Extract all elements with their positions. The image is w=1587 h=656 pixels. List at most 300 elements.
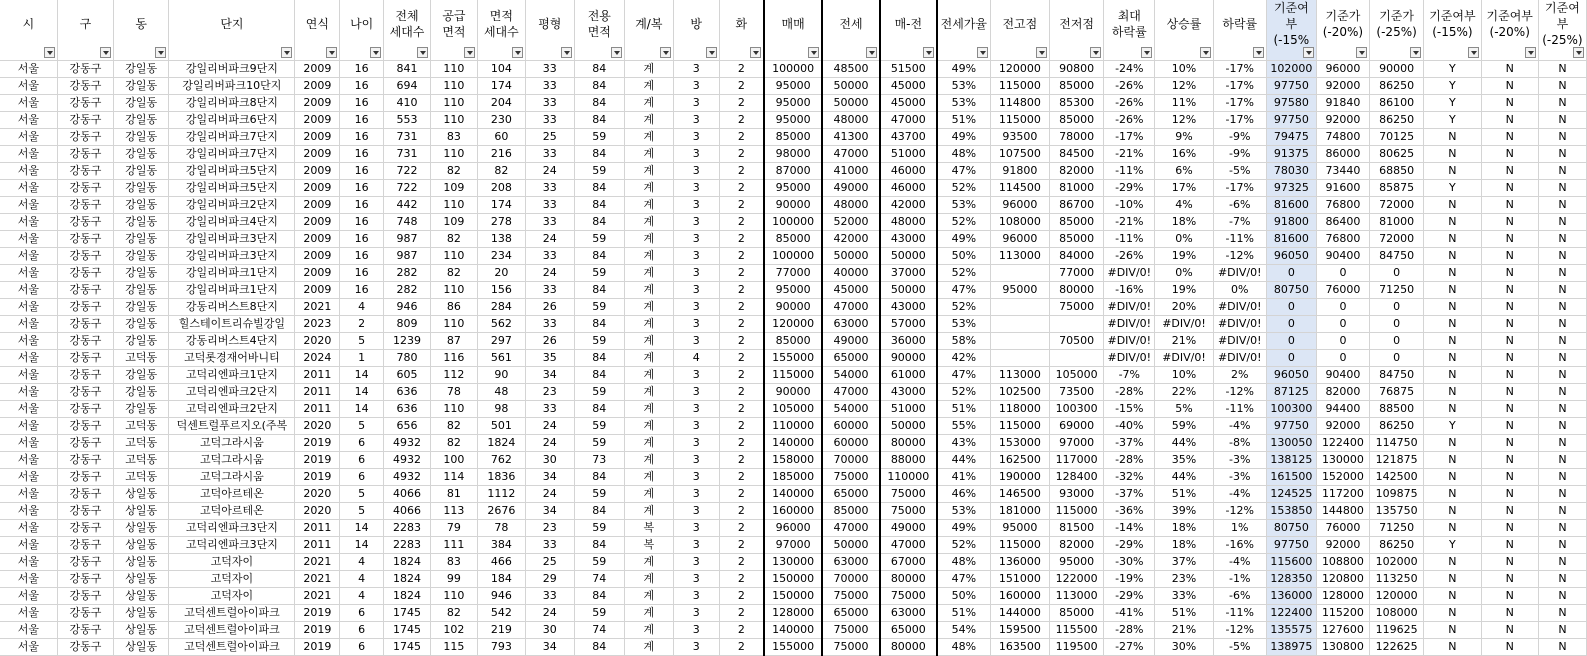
table-cell[interactable]: 75000 (822, 469, 879, 486)
table-cell[interactable]: 2% (1213, 367, 1266, 384)
table-cell[interactable]: 3 (673, 248, 719, 265)
table-cell[interactable]: N (1538, 248, 1586, 265)
table-cell[interactable]: N (1538, 146, 1586, 163)
table-cell[interactable]: 18% (1155, 537, 1213, 554)
table-cell[interactable]: 1824 (477, 435, 525, 452)
table-cell[interactable]: 65000 (822, 486, 879, 503)
table-cell[interactable]: 49000 (880, 520, 937, 537)
table-cell[interactable]: N (1538, 520, 1586, 537)
table-cell[interactable]: 91800 (990, 163, 1049, 180)
table-cell[interactable]: 124525 (1266, 486, 1316, 503)
table-cell[interactable]: -11% (1104, 163, 1155, 180)
table-cell[interactable]: 84 (574, 503, 624, 520)
table-cell[interactable]: 51% (937, 401, 990, 418)
table-cell[interactable]: #DIV/0! (1213, 350, 1266, 367)
table-cell[interactable]: N (1481, 367, 1538, 384)
table-cell[interactable]: N (1538, 537, 1586, 554)
table-cell[interactable]: 4932 (384, 469, 431, 486)
table-cell[interactable]: 서울 (0, 214, 57, 231)
table-cell[interactable]: 115200 (1316, 605, 1369, 622)
table-cell[interactable]: -28% (1104, 622, 1155, 639)
table-cell[interactable]: 강일동 (114, 401, 169, 418)
table-cell[interactable]: 84000 (1050, 248, 1104, 265)
table-cell[interactable]: 3 (673, 520, 719, 537)
table-cell[interactable]: 2 (719, 537, 764, 554)
filter-dropdown-icon[interactable] (561, 47, 572, 58)
table-cell[interactable]: 80750 (1266, 520, 1316, 537)
table-cell[interactable]: 서울 (0, 588, 57, 605)
table-cell[interactable]: 0 (1316, 333, 1369, 350)
table-cell[interactable]: 강일리버파크7단지 (169, 146, 295, 163)
table-cell[interactable]: N (1481, 571, 1538, 588)
table-cell[interactable]: 46% (937, 486, 990, 503)
table-cell[interactable]: 강동구 (57, 418, 113, 435)
table-cell[interactable]: N (1538, 384, 1586, 401)
table-cell[interactable]: 156 (477, 282, 525, 299)
table-cell[interactable]: 고덕자이 (169, 554, 295, 571)
table-cell[interactable]: 82 (430, 605, 477, 622)
table-cell[interactable]: 50% (937, 248, 990, 265)
table-cell[interactable]: 16 (340, 78, 384, 95)
table-cell[interactable]: 계 (624, 78, 673, 95)
table-cell[interactable]: 1824 (384, 588, 431, 605)
table-cell[interactable]: 90000 (764, 384, 822, 401)
table-cell[interactable]: 86400 (1316, 214, 1369, 231)
table-cell[interactable]: 서울 (0, 639, 57, 656)
table-cell[interactable]: 135575 (1266, 622, 1316, 639)
table-cell[interactable]: 고덕리엔파크2단지 (169, 401, 295, 418)
table-cell[interactable]: N (1538, 418, 1586, 435)
table-cell[interactable]: 44% (1155, 469, 1213, 486)
table-cell[interactable]: 84 (574, 197, 624, 214)
table-cell[interactable]: 809 (384, 316, 431, 333)
table-cell[interactable]: 강동구 (57, 78, 113, 95)
column-header[interactable] (1481, 0, 1538, 61)
table-cell[interactable]: 2019 (295, 622, 340, 639)
table-cell[interactable]: 강일동 (114, 231, 169, 248)
table-cell[interactable]: 43% (937, 435, 990, 452)
table-cell[interactable]: 96000 (1316, 61, 1369, 78)
table-cell[interactable]: 85000 (1050, 112, 1104, 129)
table-cell[interactable]: 강동구 (57, 265, 113, 282)
table-cell[interactable]: 79 (430, 520, 477, 537)
table-cell[interactable]: 987 (384, 231, 431, 248)
table-cell[interactable]: #DIV/0! (1104, 265, 1155, 282)
table-cell[interactable]: 110 (430, 95, 477, 112)
table-cell[interactable]: 181000 (990, 503, 1049, 520)
table-cell[interactable]: N (1538, 129, 1586, 146)
filter-dropdown-icon[interactable] (1468, 47, 1479, 58)
table-cell[interactable]: 104 (477, 61, 525, 78)
table-cell[interactable]: 95000 (764, 78, 822, 95)
table-cell[interactable]: 3 (673, 282, 719, 299)
table-cell[interactable]: N (1481, 231, 1538, 248)
table-cell[interactable]: 65000 (880, 622, 937, 639)
table-cell[interactable]: 92000 (1316, 78, 1369, 95)
table-cell[interactable]: 70000 (822, 571, 879, 588)
table-cell[interactable]: 10% (1155, 61, 1213, 78)
table-cell[interactable]: 216 (477, 146, 525, 163)
table-cell[interactable]: 30 (525, 622, 574, 639)
table-cell[interactable]: 2020 (295, 333, 340, 350)
table-cell[interactable]: 3 (673, 384, 719, 401)
table-cell[interactable]: 90000 (764, 299, 822, 316)
table-cell[interactable]: 21% (1155, 622, 1213, 639)
table-cell[interactable]: 127600 (1316, 622, 1369, 639)
table-cell[interactable]: 계 (624, 197, 673, 214)
table-cell[interactable]: -5% (1213, 163, 1266, 180)
table-cell[interactable]: 2 (719, 452, 764, 469)
filter-dropdown-icon[interactable] (417, 47, 428, 58)
table-cell[interactable]: 강일동 (114, 95, 169, 112)
table-cell[interactable]: 6 (340, 605, 384, 622)
table-cell[interactable]: 77000 (764, 265, 822, 282)
table-cell[interactable]: N (1538, 605, 1586, 622)
table-cell[interactable]: 80750 (1266, 282, 1316, 299)
table-cell[interactable]: 155000 (764, 350, 822, 367)
table-cell[interactable]: 51000 (880, 401, 937, 418)
table-cell[interactable]: 83 (430, 129, 477, 146)
table-cell[interactable]: 고덕동 (114, 452, 169, 469)
table-cell[interactable]: 상일동 (114, 639, 169, 656)
table-cell[interactable]: 151000 (990, 571, 1049, 588)
table-cell[interactable]: 76000 (1316, 520, 1369, 537)
table-cell[interactable]: 109 (430, 214, 477, 231)
column-header[interactable] (673, 0, 719, 61)
table-cell[interactable]: 110 (430, 61, 477, 78)
table-cell[interactable]: 73440 (1316, 163, 1369, 180)
table-cell[interactable]: 1745 (384, 622, 431, 639)
table-cell[interactable]: 48% (937, 146, 990, 163)
table-cell[interactable]: 29 (525, 571, 574, 588)
table-cell[interactable]: N (1424, 214, 1481, 231)
table-cell[interactable]: 서울 (0, 571, 57, 588)
table-cell[interactable]: 24 (525, 418, 574, 435)
table-cell[interactable]: 85000 (1050, 231, 1104, 248)
table-cell[interactable]: 82 (430, 435, 477, 452)
table-cell[interactable]: 서울 (0, 197, 57, 214)
table-cell[interactable]: 84500 (1050, 146, 1104, 163)
table-cell[interactable]: 3 (673, 180, 719, 197)
table-cell[interactable]: 33 (525, 248, 574, 265)
table-cell[interactable]: #DIV/0! (1155, 350, 1213, 367)
table-cell[interactable]: 서울 (0, 78, 57, 95)
table-cell[interactable]: 84 (574, 61, 624, 78)
table-cell[interactable]: 86250 (1370, 78, 1424, 95)
table-cell[interactable]: 61000 (880, 367, 937, 384)
table-cell[interactable]: 110 (430, 316, 477, 333)
table-cell[interactable]: 3 (673, 214, 719, 231)
table-cell[interactable]: N (1424, 163, 1481, 180)
table-cell[interactable]: 48000 (880, 214, 937, 231)
table-cell[interactable]: N (1481, 401, 1538, 418)
table-cell[interactable]: 2 (719, 554, 764, 571)
column-header[interactable] (1424, 0, 1481, 61)
table-cell[interactable]: 22% (1155, 384, 1213, 401)
table-cell[interactable]: N (1538, 639, 1586, 656)
table-cell[interactable]: 강동구 (57, 231, 113, 248)
table-cell[interactable]: 고덕롯경재어바니티 (169, 350, 295, 367)
table-cell[interactable]: 95000 (764, 180, 822, 197)
table-cell[interactable]: 계 (624, 486, 673, 503)
table-cell[interactable]: 85000 (1050, 605, 1104, 622)
table-cell[interactable]: 97580 (1266, 95, 1316, 112)
table-cell[interactable]: N (1538, 503, 1586, 520)
table-cell[interactable]: -4% (1213, 554, 1266, 571)
table-cell[interactable]: 87 (430, 333, 477, 350)
table-cell[interactable]: 54000 (822, 367, 879, 384)
table-cell[interactable]: 강일리버파크3단지 (169, 231, 295, 248)
table-cell[interactable]: 26 (525, 333, 574, 350)
table-cell[interactable]: 115500 (1050, 622, 1104, 639)
table-cell[interactable]: 1745 (384, 605, 431, 622)
table-cell[interactable]: 16% (1155, 146, 1213, 163)
table-cell[interactable]: 384 (477, 537, 525, 554)
table-cell[interactable]: 43000 (880, 231, 937, 248)
table-cell[interactable]: N (1424, 520, 1481, 537)
table-cell[interactable]: 강동구 (57, 146, 113, 163)
table-cell[interactable]: 2009 (295, 95, 340, 112)
table-cell[interactable]: 85000 (822, 503, 879, 520)
table-cell[interactable]: 84 (574, 350, 624, 367)
table-cell[interactable]: -21% (1104, 146, 1155, 163)
table-cell[interactable]: 강일동 (114, 180, 169, 197)
table-cell[interactable]: 130000 (1316, 452, 1369, 469)
table-cell[interactable]: N (1424, 350, 1481, 367)
table-cell[interactable]: 185000 (764, 469, 822, 486)
table-cell[interactable]: 2 (719, 435, 764, 452)
filter-dropdown-icon[interactable] (155, 47, 166, 58)
table-cell[interactable]: 90400 (1316, 248, 1369, 265)
table-cell[interactable]: 서울 (0, 180, 57, 197)
table-cell[interactable]: 강일동 (114, 197, 169, 214)
column-header[interactable] (574, 0, 624, 61)
table-cell[interactable]: 51% (937, 112, 990, 129)
table-cell[interactable]: 강일리버파크8단지 (169, 95, 295, 112)
table-cell[interactable]: 계 (624, 146, 673, 163)
table-cell[interactable]: 20% (1155, 299, 1213, 316)
table-cell[interactable]: 힐스테이트리슈빌강일 (169, 316, 295, 333)
table-cell[interactable]: 50000 (822, 78, 879, 95)
table-cell[interactable]: 1 (340, 350, 384, 367)
table-cell[interactable]: 84 (574, 316, 624, 333)
table-cell[interactable]: -26% (1104, 248, 1155, 265)
table-cell[interactable]: 116 (430, 350, 477, 367)
table-cell[interactable]: 3 (673, 231, 719, 248)
table-cell[interactable]: 계 (624, 622, 673, 639)
table-cell[interactable]: 47% (937, 571, 990, 588)
table-cell[interactable]: 115 (430, 639, 477, 656)
table-cell[interactable]: 47000 (880, 112, 937, 129)
table-cell[interactable]: 51% (1155, 486, 1213, 503)
table-cell[interactable]: 113000 (990, 248, 1049, 265)
table-cell[interactable]: 84 (574, 401, 624, 418)
table-cell[interactable]: 2 (719, 316, 764, 333)
table-cell[interactable]: 82 (430, 418, 477, 435)
table-cell[interactable]: 0 (1266, 333, 1316, 350)
table-cell[interactable]: 52% (937, 537, 990, 554)
table-cell[interactable]: 78000 (1050, 129, 1104, 146)
table-cell[interactable]: 강동구 (57, 350, 113, 367)
table-cell[interactable]: 96050 (1266, 248, 1316, 265)
column-header[interactable] (1155, 0, 1213, 61)
table-cell[interactable]: 72000 (1370, 231, 1424, 248)
table-cell[interactable]: 2019 (295, 435, 340, 452)
table-cell[interactable]: 2009 (295, 265, 340, 282)
table-cell[interactable]: 강일동 (114, 333, 169, 350)
table-cell[interactable]: 36000 (880, 333, 937, 350)
table-cell[interactable]: 3 (673, 316, 719, 333)
column-header[interactable] (880, 0, 937, 61)
table-cell[interactable]: 강동구 (57, 316, 113, 333)
table-cell[interactable]: 59 (574, 163, 624, 180)
table-cell[interactable]: 76800 (1316, 197, 1369, 214)
table-cell[interactable]: 109 (430, 180, 477, 197)
table-cell[interactable]: 105000 (764, 401, 822, 418)
table-cell[interactable]: 841 (384, 61, 431, 78)
table-cell[interactable]: 강동구 (57, 367, 113, 384)
table-cell[interactable]: 2 (719, 146, 764, 163)
table-cell[interactable]: 52% (937, 384, 990, 401)
table-cell[interactable]: 110000 (764, 418, 822, 435)
table-cell[interactable]: 73 (574, 452, 624, 469)
table-cell[interactable]: 5 (340, 418, 384, 435)
table-cell[interactable]: -11% (1213, 605, 1266, 622)
table-cell[interactable]: 80000 (880, 435, 937, 452)
table-cell[interactable]: 5% (1155, 401, 1213, 418)
table-cell[interactable]: 33 (525, 95, 574, 112)
table-cell[interactable]: 946 (477, 588, 525, 605)
table-cell[interactable]: 0 (1316, 316, 1369, 333)
column-header[interactable] (624, 0, 673, 61)
table-cell[interactable]: 2 (719, 367, 764, 384)
table-cell[interactable]: 0 (1316, 265, 1369, 282)
table-cell[interactable]: 상일동 (114, 537, 169, 554)
table-cell[interactable]: 3 (673, 469, 719, 486)
table-cell[interactable]: 97750 (1266, 537, 1316, 554)
table-cell[interactable]: 158000 (764, 452, 822, 469)
table-cell[interactable]: 10% (1155, 367, 1213, 384)
table-cell[interactable]: 19% (1155, 248, 1213, 265)
table-cell[interactable]: 136000 (1266, 588, 1316, 605)
table-cell[interactable]: 85000 (1050, 214, 1104, 231)
table-cell[interactable]: 100 (430, 452, 477, 469)
table-cell[interactable]: 656 (384, 418, 431, 435)
table-cell[interactable]: 강일동 (114, 299, 169, 316)
table-cell[interactable]: 강동구 (57, 384, 113, 401)
table-cell[interactable]: 144800 (1316, 503, 1369, 520)
table-cell[interactable]: 95000 (990, 282, 1049, 299)
table-cell[interactable]: 0% (1155, 231, 1213, 248)
table-cell[interactable]: 115000 (990, 418, 1049, 435)
table-cell[interactable]: 2 (719, 350, 764, 367)
table-cell[interactable] (990, 316, 1049, 333)
table-cell[interactable]: 130800 (1316, 639, 1369, 656)
table-cell[interactable]: 서울 (0, 265, 57, 282)
table-cell[interactable]: N (1538, 231, 1586, 248)
table-cell[interactable]: 상일동 (114, 503, 169, 520)
table-cell[interactable]: 서울 (0, 95, 57, 112)
table-cell[interactable]: 82000 (1050, 163, 1104, 180)
column-header[interactable] (169, 0, 295, 61)
table-cell[interactable]: 59 (574, 384, 624, 401)
table-cell[interactable]: -17% (1213, 61, 1266, 78)
table-cell[interactable]: 41300 (822, 129, 879, 146)
table-cell[interactable]: 88500 (1370, 401, 1424, 418)
table-cell[interactable]: 3 (673, 554, 719, 571)
table-cell[interactable]: 114 (430, 469, 477, 486)
table-cell[interactable] (1050, 316, 1104, 333)
table-cell[interactable]: 87125 (1266, 384, 1316, 401)
table-cell[interactable]: -3% (1213, 452, 1266, 469)
filter-dropdown-icon[interactable] (1525, 47, 1536, 58)
table-cell[interactable]: 95000 (764, 282, 822, 299)
column-header[interactable] (990, 0, 1049, 61)
table-cell[interactable]: 24 (525, 605, 574, 622)
table-cell[interactable]: 계 (624, 299, 673, 316)
table-cell[interactable]: 33 (525, 316, 574, 333)
table-cell[interactable]: 강동구 (57, 503, 113, 520)
table-cell[interactable]: 52% (937, 299, 990, 316)
table-cell[interactable]: 120000 (990, 61, 1049, 78)
table-cell[interactable]: 24 (525, 163, 574, 180)
table-cell[interactable]: 100000 (764, 61, 822, 78)
table-cell[interactable]: 34 (525, 367, 574, 384)
table-cell[interactable]: 160000 (990, 588, 1049, 605)
table-cell[interactable]: 강일리버파크10단지 (169, 78, 295, 95)
table-cell[interactable]: N (1538, 163, 1586, 180)
table-cell[interactable]: 117200 (1316, 486, 1369, 503)
table-cell[interactable]: N (1538, 333, 1586, 350)
table-cell[interactable]: 117000 (1050, 452, 1104, 469)
table-cell[interactable]: 190000 (990, 469, 1049, 486)
table-cell[interactable]: 3 (673, 61, 719, 78)
table-cell[interactable]: 128400 (1050, 469, 1104, 486)
table-cell[interactable]: 서울 (0, 401, 57, 418)
table-cell[interactable]: -11% (1213, 401, 1266, 418)
table-cell[interactable]: 강동구 (57, 452, 113, 469)
table-cell[interactable]: 2019 (295, 469, 340, 486)
column-header[interactable] (719, 0, 764, 61)
table-cell[interactable]: Y (1424, 61, 1481, 78)
table-cell[interactable]: 24 (525, 231, 574, 248)
table-cell[interactable]: 75000 (822, 622, 879, 639)
table-cell[interactable]: 110 (430, 146, 477, 163)
table-cell[interactable]: 40000 (822, 265, 879, 282)
table-cell[interactable]: 3 (673, 299, 719, 316)
filter-dropdown-icon[interactable] (1303, 47, 1314, 58)
table-cell[interactable]: 135750 (1370, 503, 1424, 520)
table-cell[interactable]: 강일동 (114, 61, 169, 78)
table-cell[interactable]: 계 (624, 367, 673, 384)
table-cell[interactable]: 59 (574, 554, 624, 571)
table-cell[interactable]: 2009 (295, 163, 340, 180)
table-cell[interactable]: 59 (574, 418, 624, 435)
table-cell[interactable]: 34 (525, 503, 574, 520)
table-cell[interactable]: 50000 (822, 95, 879, 112)
table-cell[interactable]: 153000 (990, 435, 1049, 452)
table-cell[interactable]: 91600 (1316, 180, 1369, 197)
table-cell[interactable]: 128350 (1266, 571, 1316, 588)
table-cell[interactable]: 174 (477, 197, 525, 214)
table-cell[interactable]: 54000 (822, 401, 879, 418)
table-cell[interactable]: 2011 (295, 384, 340, 401)
table-cell[interactable]: N (1424, 503, 1481, 520)
table-cell[interactable]: 2020 (295, 418, 340, 435)
table-cell[interactable]: 74800 (1316, 129, 1369, 146)
table-cell[interactable]: 강동구 (57, 333, 113, 350)
table-cell[interactable]: -29% (1104, 537, 1155, 554)
